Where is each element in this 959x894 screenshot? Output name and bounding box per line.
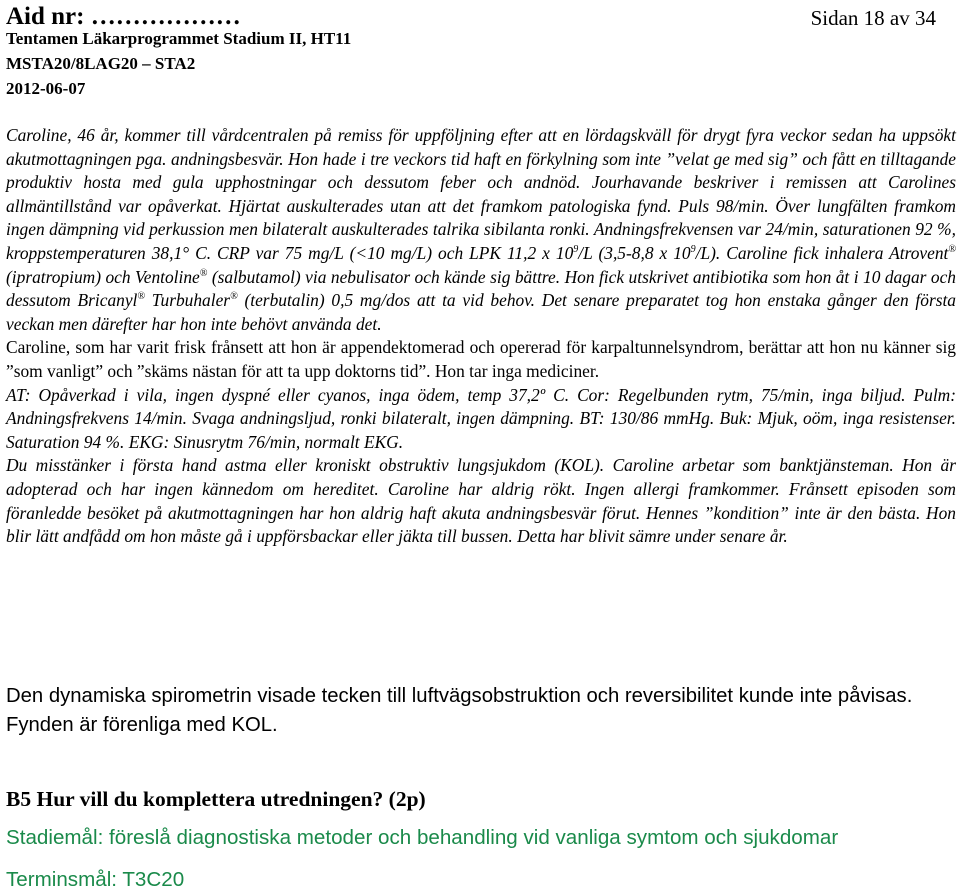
case-suspicion: Du misstänker i första hand astma eller kroniskt obstruktiv lungsjukdom (KOL). Caroline arbetar som banktjänsteman. Hon är adopterad och har ingen kännedom om hereditet. Caroline har aldrig rökt. Ingen allergi framkommer. Frånsett episoden som föranledde besöket på akutmottagningen har hon aldrig haft akuta andningsbesvär förut. Hennes ”kondition” inte är den bästa. Hon blir lätt andfådd om hon måste gå i uppförsbackar eller jäkta till bussen. Detta har blivit sämre under senare år.	[6, 455, 956, 547]
case-status: AT: Opåverkad i vila, ingen dyspné eller cyanos, inga ödem, temp 37,2º C. Cor: Regelbunden rytm, 75/min, inga biljud. Pulm: Andningsfrekvens 14/min. Svaga andningsljud, ronki bilateralt, ingen dämpning. BT: 130/86 mmHg. Buk: Mjuk, oöm, inga resistenser. Saturation 94 %. EKG: Sinusrytm 76/min, normalt EKG.	[6, 384, 956, 452]
page-number: Sidan 18 av 34	[810, 6, 936, 30]
aid-number: Aid nr: ………………	[6, 3, 241, 30]
spirometry-answer: Den dynamiska spirometrin visade tecken till luftvägsobstruktion och reversibilitet kunde inte påvisas. Fynden är förenliga med KOL.	[6, 685, 913, 736]
exam-date: 2012-06-07	[6, 79, 86, 98]
stage-goal: Stadiemål: föreslå diagnostiska metoder och behandling vid vanliga symtom och sjukdomar	[6, 826, 839, 849]
registered-mark: ®	[199, 267, 208, 279]
superscript: 9	[690, 244, 696, 256]
case-intro: Caroline, 46 år, kommer till vårdcentralen på remiss för uppföljning efter att en lördagskväll för drygt fyra veckor sedan ha uppsökt akutmottagningen pga. andningsbesvär. Hon hade i tre veckors tid haft en förkylning som inte ”velat ge med sig” och fått en tilltagande produktiv hosta med gula upphostningar och dessutom feber och andnöd. Jourhavande beskriver i remissen att Carolines allmäntillstånd var opåverkat. Hjärtat auskulterades utan att det framkom patologiska fynd. Puls 98/min. Över lungfälten framkom ingen dämpning vid perkussion men bilateralt auskulterades talrika sibilanta ronki. Andningsfrekvensen var 24/min, saturationen 92 %, kroppstemperaturen 38,1° C. CRP var 75 mg/L (<10 mg/L) och LPK 11,2 x $10^9/L$ (3,5-8,8 x $10^9/L$). Caroline fick inhalera Atrovent® (ipratropium) och Ventoline® (salbutamol) via nebulisator och kände sig bättre. Hon fick utskrivet antibiotika som hon åt i 10 dagar och dessutom Bricanyl® Turbuhaler® (terbutalin) 0,5 mg/dos att ta vid behov. Det senare preparatet tog hon enstaka gånger den första veckan men därefter har hon inte behövt använda det.	[6, 125, 957, 334]
question-title: B5 Hur vill du komplettera utredningen? (2p)	[6, 787, 426, 811]
course-code: MSTA20/8LAG20 – STA2	[6, 54, 196, 73]
registered-mark: ®	[230, 291, 238, 303]
case-history: Caroline, som har varit frisk frånsett att hon är appendektomerad och opererad för karpaltunnelsyndrom, berättar att hon nu känner sig ”som vanligt” och ”skäms nästan för att ta upp doktorns tid”. Hon tar inga mediciner.	[6, 337, 956, 381]
superscript: 9	[573, 244, 579, 256]
registered-mark: ®	[948, 244, 956, 256]
course-title: Tentamen Läkarprogrammet Stadium II, HT11	[6, 29, 352, 48]
case-text	[6, 124, 956, 549]
registered-mark: ®	[137, 291, 146, 303]
term-goal: Terminsmål: T3C20	[6, 868, 185, 891]
